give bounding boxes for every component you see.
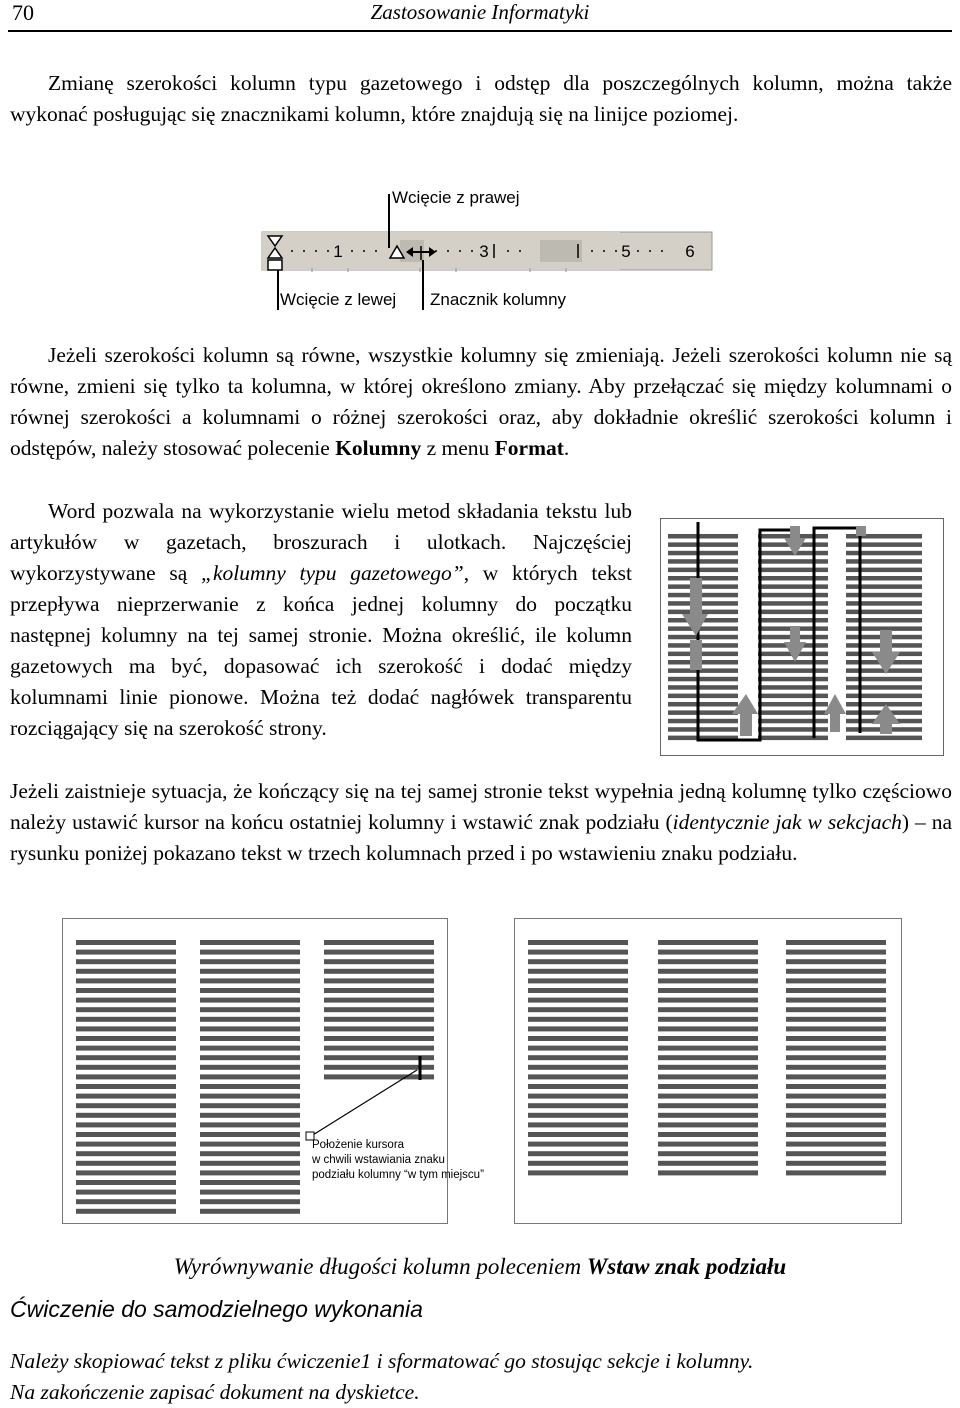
text-line-bar	[758, 685, 828, 690]
section-title: Ćwiczenie do samodzielnego wykonania	[10, 1296, 423, 1322]
text-line-bar	[528, 1113, 628, 1118]
text-line-bar	[528, 950, 628, 955]
text-line-bar	[658, 1065, 758, 1070]
text-line-bar	[668, 685, 738, 690]
text-line-bar	[846, 559, 922, 564]
ruler-number: 5	[621, 242, 631, 261]
text-line-bar	[758, 618, 828, 623]
text-line-bar	[658, 1007, 758, 1012]
text-line-bar	[658, 1017, 758, 1022]
text-line-bar	[658, 978, 758, 983]
text-line-bar	[658, 1151, 758, 1156]
text-line-bar	[668, 601, 738, 606]
text-line-bar	[324, 950, 434, 955]
text-line-bar	[658, 1113, 758, 1118]
text-line-bar	[200, 978, 300, 983]
text-line-bar	[200, 1122, 300, 1127]
cursor-position-label: Położenie kursora w chwili wstawiania znaku podziału kolumny “w tym miejscu”	[312, 1139, 484, 1181]
caption-bold: Wstaw znak podziału	[586, 1254, 787, 1279]
text-line-bar	[668, 719, 738, 724]
newspaper-columns-figure	[660, 518, 944, 756]
text-line-bar	[758, 584, 828, 589]
text-line-bar	[324, 978, 434, 983]
text-line-bar	[76, 1113, 176, 1118]
text-line-bar	[668, 635, 738, 640]
text-line-bar	[786, 1026, 886, 1031]
text-line-bar	[200, 1007, 300, 1012]
text-line-bar	[786, 940, 886, 945]
text-line-bar	[200, 1065, 300, 1070]
text-line-bar	[846, 593, 922, 598]
text-line-bar	[658, 1103, 758, 1108]
text-line-bar	[76, 988, 176, 993]
text-line-bar	[758, 677, 828, 682]
text-line-bar	[786, 1084, 886, 1089]
text-line-bar	[786, 1017, 886, 1022]
running-header-title: Zastosowanie Informatyki	[370, 0, 590, 24]
text-line-bar	[668, 652, 738, 657]
text-line-bar	[846, 601, 922, 606]
text-line-bar	[76, 1055, 176, 1060]
text-line-bar	[846, 568, 922, 573]
text-line-bar	[528, 1142, 628, 1147]
text-line-bar	[200, 1113, 300, 1118]
text-line-bar	[324, 1046, 434, 1051]
text-line-bar	[786, 950, 886, 955]
text-line-bar	[76, 998, 176, 1003]
text-line-bar	[758, 736, 828, 741]
text-line-bar	[528, 1170, 628, 1175]
text-line-bar	[76, 1065, 176, 1070]
text-line-bar	[668, 576, 738, 581]
header-rule	[8, 30, 952, 32]
text-line-bar	[528, 978, 628, 983]
text-line-bar	[786, 1055, 886, 1060]
text-line-bar	[528, 959, 628, 964]
text-line-bar	[846, 551, 922, 556]
text-line-bar	[786, 1122, 886, 1127]
text-line-bar	[200, 1199, 300, 1204]
text-line-bar	[76, 1190, 176, 1195]
text-line-bar	[786, 969, 886, 974]
text-line-bar	[76, 950, 176, 955]
text-line-bar	[76, 1199, 176, 1204]
text-line-bar	[200, 1017, 300, 1022]
text-line-bar	[758, 702, 828, 707]
text-line-bar	[528, 1151, 628, 1156]
text-line-bar	[528, 1017, 628, 1022]
text-line-bar	[658, 1046, 758, 1051]
text-line-bar	[786, 1170, 886, 1175]
label-right-indent: Wcięcie z prawej	[392, 188, 520, 207]
text-line-bar	[200, 998, 300, 1003]
text-line-bar	[758, 668, 828, 673]
text-line-bar	[200, 1161, 300, 1166]
text-line-bar	[528, 1132, 628, 1137]
text-line-bar	[846, 677, 922, 682]
body-paragraph-1: Jeżeli szerokości kolumn są równe, wszystkie kolumny się zmieniają. Jeżeli szerokości kolumn nie są równe, zmieni się tylko ta kolumna, w której określono zmiany. Aby przełączać się między kolumnami o równej szerokości a kolumnami o różnej szerokości oraz, aby dokładnie określić szerokości kolumn i odstępów, należy stosować polecenie Kolumny z menu Format.	[10, 343, 952, 460]
text-line-bar	[528, 1161, 628, 1166]
text-line-bar	[658, 988, 758, 993]
text-line-bar	[76, 1151, 176, 1156]
text-line-bar	[786, 959, 886, 964]
text-line-bar	[846, 584, 922, 589]
text-line-bar	[76, 1142, 176, 1147]
text-line-bar	[786, 1036, 886, 1041]
text-line-bar	[76, 1161, 176, 1166]
text-line-bar	[658, 1094, 758, 1099]
text-line-bar	[668, 584, 738, 589]
ruler-number: 3	[479, 242, 489, 261]
text-line-bar	[528, 1036, 628, 1041]
text-line-bar	[668, 702, 738, 707]
text-line-bar	[528, 1046, 628, 1051]
text-line-bar	[528, 1007, 628, 1012]
text-line-bar	[658, 959, 758, 964]
text-line-bar	[76, 1180, 176, 1185]
text-line-bar	[786, 1094, 886, 1099]
label-left-indent: Wcięcie z lewej	[280, 290, 397, 309]
text-line-bar	[668, 610, 738, 615]
text-line-bar	[528, 988, 628, 993]
text-line-bar	[324, 1055, 434, 1060]
text-line-bar	[658, 1122, 758, 1127]
text-line-bar	[324, 988, 434, 993]
text-line-bar	[200, 1132, 300, 1137]
text-line-bar	[200, 1103, 300, 1108]
text-line-bar	[658, 940, 758, 945]
text-line-bar	[668, 643, 738, 648]
text-line-bar	[758, 660, 828, 665]
text-line-bar	[668, 568, 738, 573]
text-line-bar	[668, 534, 738, 539]
text-line-bar	[200, 1046, 300, 1051]
text-line-bar	[76, 1017, 176, 1022]
text-line-bar	[324, 1074, 434, 1079]
text-line-bar	[76, 1132, 176, 1137]
text-line-bar	[324, 959, 434, 964]
text-line-bar	[668, 559, 738, 564]
text-line-bar	[758, 601, 828, 606]
text-line-bar	[846, 610, 922, 615]
text-line-bar	[668, 551, 738, 556]
text-line-bar	[658, 1055, 758, 1060]
text-line-bar	[658, 950, 758, 955]
text-line-bar	[846, 576, 922, 581]
text-line-bar	[200, 1142, 300, 1147]
italic-term: identycznie jak w sekcjach	[672, 810, 902, 834]
column-gap-area	[540, 240, 582, 262]
text-line-bar	[324, 940, 434, 945]
text-line-bar	[76, 969, 176, 974]
text-line-bar	[76, 978, 176, 983]
text-line-bar	[324, 998, 434, 1003]
text-line-bar	[200, 1036, 300, 1041]
text-line-bar	[76, 1036, 176, 1041]
text-line-bar	[200, 959, 300, 964]
text-line-bar	[668, 660, 738, 665]
text-line-bar	[200, 1026, 300, 1031]
text-line-bar	[528, 1084, 628, 1089]
text-line-bar	[658, 998, 758, 1003]
intro-paragraph: Zmianę szerokości kolumn typu gazetowego i odstęp dla poszczególnych kolumn, można także wykonać posługując się znacznikami kolumn, które znajdują się na linijce poziomej.	[10, 71, 952, 126]
text-line-bar	[528, 1094, 628, 1099]
text-line-bar	[668, 668, 738, 673]
ruler-number: 6	[685, 242, 695, 261]
text-line-bar	[786, 1065, 886, 1070]
page-number: 70	[12, 0, 34, 25]
text-line-bar	[658, 1026, 758, 1031]
text-line-bar	[528, 1122, 628, 1127]
text-line-bar	[658, 1132, 758, 1137]
text-line-bar	[668, 542, 738, 547]
text-line-bar	[658, 1074, 758, 1079]
text-line-bar	[76, 940, 176, 945]
text-line-bar	[200, 1094, 300, 1099]
text-line-bar	[528, 1074, 628, 1079]
label-column-marker: Znacznik kolumny	[430, 290, 567, 309]
text-line-bar	[758, 694, 828, 699]
text-line-bar	[668, 694, 738, 699]
text-line-bar	[528, 1065, 628, 1070]
text-line-bar	[200, 1180, 300, 1185]
text-line-bar	[786, 1007, 886, 1012]
text-line-bar	[200, 988, 300, 993]
text-line-bar	[786, 988, 886, 993]
text-line-bar	[846, 542, 922, 547]
text-line-bar	[668, 710, 738, 715]
text-line-bar	[324, 1017, 434, 1022]
text-line-bar	[658, 1170, 758, 1175]
text-line-bar	[76, 1084, 176, 1089]
text-line-bar	[324, 1036, 434, 1041]
text-line-bar	[324, 969, 434, 974]
text-line-bar	[668, 626, 738, 631]
text-line-bar	[528, 940, 628, 945]
text-line-bar	[846, 685, 922, 690]
text-line-bar	[200, 1074, 300, 1079]
text-line-bar	[658, 969, 758, 974]
text-line-bar	[200, 940, 300, 945]
text-line-bar	[658, 1084, 758, 1089]
text-line-bar	[758, 610, 828, 615]
text-line-bar	[846, 702, 922, 707]
text-line-bar	[786, 1074, 886, 1079]
text-line-bar	[324, 1065, 434, 1070]
text-line-bar	[658, 1161, 758, 1166]
text-line-bar	[786, 1142, 886, 1147]
text-line-bar	[758, 719, 828, 724]
text-line-bar	[668, 727, 738, 732]
text-line-bar	[76, 1209, 176, 1214]
text-line-bar	[76, 1026, 176, 1031]
text-line-bar	[76, 959, 176, 964]
text-line-bar	[658, 1142, 758, 1147]
text-line-bar	[758, 727, 828, 732]
body-paragraph-2: Word pozwala na wykorzystanie wielu metod składania tekstu lub artykułów w gazetach, broszurach i ulotkach. Najczęściej wykorzystywane są „kolumny typu gazetowego”, w których tekst przepływa nieprzerwanie z końca jednej kolumny do początku następnej kolumny na tej samej stronie. Można określić, ile kolumn gazetowych ma być, dopasować ich szerokość i dodać między kolumnami linie pionowe. Można też dodać nagłówek transparentu rozciągający się na szerokość strony.	[10, 499, 632, 740]
text-line-bar	[786, 1151, 886, 1156]
text-line-bar	[200, 1209, 300, 1214]
text-line-bar	[758, 710, 828, 715]
text-line-bar	[786, 1103, 886, 1108]
text-line-bar	[76, 1007, 176, 1012]
text-line-bar	[786, 1132, 886, 1137]
text-line-bar	[200, 969, 300, 974]
text-line-bar	[324, 1007, 434, 1012]
text-line-bar	[758, 559, 828, 564]
text-line-bar	[528, 998, 628, 1003]
text-line-bar	[200, 1055, 300, 1060]
text-line-bar	[200, 1151, 300, 1156]
text-line-bar	[758, 576, 828, 581]
ruler-number: 1	[333, 242, 343, 261]
text-line-bar	[528, 1103, 628, 1108]
text-line-bar	[76, 1170, 176, 1175]
text-line-bar	[200, 1190, 300, 1195]
text-line-bar	[668, 593, 738, 598]
bold-term-kolumny: Kolumny	[335, 436, 422, 460]
text-line-bar	[528, 1026, 628, 1031]
text-line-bar	[76, 1122, 176, 1127]
text-line-bar	[76, 1094, 176, 1099]
text-line-bar	[324, 1026, 434, 1031]
text-line-bar	[786, 978, 886, 983]
text-line-bar	[758, 593, 828, 598]
body-paragraph-3: Jeżeli zaistnieje sytuacja, że kończący się na tej samej stronie tekst wypełnia jedną kolumnę tylko częściowo należy ustawić kursor na końcu ostatniej kolumny i wstawić znak podziału (identycznie jak w sekcjach) – na rysunku poniżej pokazano tekst w trzech kolumnach przed i po wstawieniu znaku podziału.	[10, 779, 953, 865]
text-line-bar	[846, 618, 922, 623]
exercise-text: Należy skopiować tekst z pliku ćwiczenie1 i sformatować go stosując sekcje i kolumny. Na zakończenie zapisać dokument na dyskietce.	[10, 1349, 754, 1404]
text-line-bar	[786, 1046, 886, 1051]
text-line-bar	[786, 1113, 886, 1118]
text-line-bar	[76, 1074, 176, 1079]
after-columns-box	[514, 918, 902, 1224]
text-line-bar	[846, 736, 922, 741]
text-line-bar	[200, 950, 300, 955]
text-line-bar	[200, 1170, 300, 1175]
text-line-bar	[528, 969, 628, 974]
bold-term-format: Format	[494, 436, 564, 460]
text-line-bar	[658, 1036, 758, 1041]
text-line-bar	[846, 694, 922, 699]
text-line-bar	[76, 1103, 176, 1108]
italic-term: „kolumny typu gazetowego”	[201, 561, 464, 585]
text-line-bar	[668, 677, 738, 682]
text-line-bar	[758, 568, 828, 573]
text-line-bar	[786, 1161, 886, 1166]
text-line-bar	[76, 1046, 176, 1051]
text-line-bar	[200, 1084, 300, 1089]
figure-caption: Wyrównywanie długości kolumn poleceniem Wstaw znak podziału	[173, 1254, 787, 1279]
text-line-bar	[786, 998, 886, 1003]
text-line-bar	[528, 1055, 628, 1060]
